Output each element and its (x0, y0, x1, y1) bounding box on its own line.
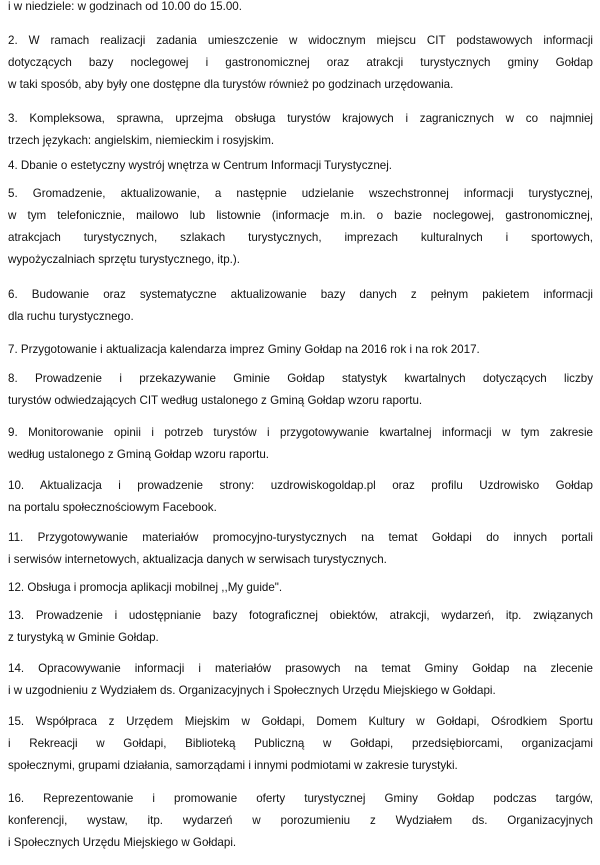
list-item-3 (8, 108, 593, 152)
list-item-10 (8, 475, 593, 519)
text-line: 13. Prowadzenie i udostępnianie bazy fotograficznej obiektów, atrakcji, wydarzeń, itp. związanych (8, 609, 593, 622)
list-item-16 (8, 788, 593, 854)
text-line: i w niedziele: w godzinach od 10.00 do 15.00. (8, 0, 242, 13)
text-line: i Społecznych Urzędu Miejskiego w Gołdapi. (8, 836, 237, 849)
text-line: 6. Budowanie oraz systematyczne aktualizowanie bazy danych z pełnym pakietem informacji (8, 288, 593, 301)
list-item-6 (8, 284, 593, 328)
list-item-11 (8, 527, 593, 571)
text-line: 5. Gromadzenie, aktualizowanie, a następnie udzielanie wszechstronnej informacji turystycznej, (8, 187, 593, 200)
list-item-7 (8, 339, 593, 361)
list-item-9 (8, 422, 593, 466)
text-line: dotyczących bazy noclegowej i gastronomicznej oraz atrakcji turystycznych gminy Gołdap (8, 56, 593, 69)
text-line: 7. Przygotowanie i aktualizacja kalendarza imprez Gminy Gołdap na 2016 rok i na rok 2017. (8, 343, 480, 356)
text-line: 12. Obsługa i promocja aplikacji mobilnej ,,My guide". (8, 581, 283, 594)
text-line: atrakcjach turystycznych, szlakach turystycznych, imprezach kulturalnych i sportowych, (8, 231, 593, 244)
text-line: wypożyczalniach sprzętu turystycznego, itp.). (8, 253, 240, 266)
text-line: 8. Prowadzenie i przekazywanie Gminie Gołdap statystyk kwartalnych dotyczących liczby (8, 372, 593, 385)
text-line: 3. Kompleksowa, sprawna, uprzejma obsługa turystów krajowych i zagranicznych w co najmniej (8, 112, 593, 125)
list-item-2 (8, 30, 593, 96)
text-line: 9. Monitorowanie opinii i potrzeb turystów i przygotowywanie kwartalnej informacji w tym zakresie (8, 426, 593, 439)
list-item-14 (8, 658, 593, 702)
text-line: i serwisów internetowych, aktualizacja danych w serwisach turystycznych. (8, 553, 387, 566)
text-line: społecznymi, grupami działania, samorządami i innymi podmiotami w zakresie turystyki. (8, 759, 458, 772)
text-line: 16. Reprezentowanie i promowanie oferty turystycznej Gminy Gołdap podczas targów, (8, 792, 593, 805)
list-item-8 (8, 368, 593, 412)
text-line: i w uzgodnieniu z Wydziałem ds. Organizacyjnych i Społecznych Urzędu Miejskiego w Gołdapi. (8, 684, 496, 697)
text-line: 15. Współpraca z Urzędem Miejskim w Gołdapi, Domem Kultury w Gołdapi, Ośrodkiem Sportu (8, 715, 593, 728)
list-item-15 (8, 711, 593, 777)
text-line: z turystyką w Gminie Gołdap. (8, 631, 159, 644)
text-line: i Rekreacji w Gołdapi, Biblioteką Publiczną w Gołdapi, przedsiębiorcami, organizacjami (8, 737, 593, 750)
text-line: 10. Aktualizacja i prowadzenie strony: uzdrowiskogoldap.pl oraz profilu Uzdrowisko Gołdap (8, 479, 593, 492)
text-line: według ustalonego z Gminą Gołdap wzoru raportu. (8, 448, 270, 461)
text-line: 14. Opracowywanie informacji i materiałów prasowych na temat Gminy Gołdap na zlecenie (8, 662, 593, 675)
text-line: turystów odwiedzających CIT według ustalonego z Gminą Gołdap wzoru raportu. (8, 394, 423, 407)
list-item-5 (8, 183, 593, 271)
text-line: konferencji, wystaw, itp. wydarzeń w porozumieniu z Wydziałem ds. Organizacyjnych (8, 814, 593, 827)
list-item-12 (8, 577, 593, 599)
list-item-13 (8, 605, 593, 649)
text-line: na portalu społecznościowym Facebook. (8, 501, 217, 514)
text-line: 2. W ramach realizacji zadania umieszczenie w widocznym miejscu CIT podstawowych informacji (8, 34, 593, 47)
text-line: dla ruchu turystycznego. (8, 310, 134, 323)
paragraph-opening-hours (8, 0, 593, 18)
text-line: 11. Przygotowywanie materiałów promocyjno-turystycznych na temat Gołdapi do innych portali (8, 531, 593, 544)
list-item-4 (8, 155, 593, 177)
text-line: w taki sposób, aby były one dostępne dla turystów również po godzinach urzędowania. (8, 78, 454, 91)
text-line: trzech językach: angielskim, niemieckim i rosyjskim. (8, 134, 275, 147)
text-line: w tym telefonicznie, mailowo lub listownie (informacje m.in. o bazie noclegowej, gastronomicznej, (8, 209, 593, 222)
text-line: 4. Dbanie o estetyczny wystrój wnętrza w Centrum Informacji Turystycznej. (8, 159, 393, 172)
